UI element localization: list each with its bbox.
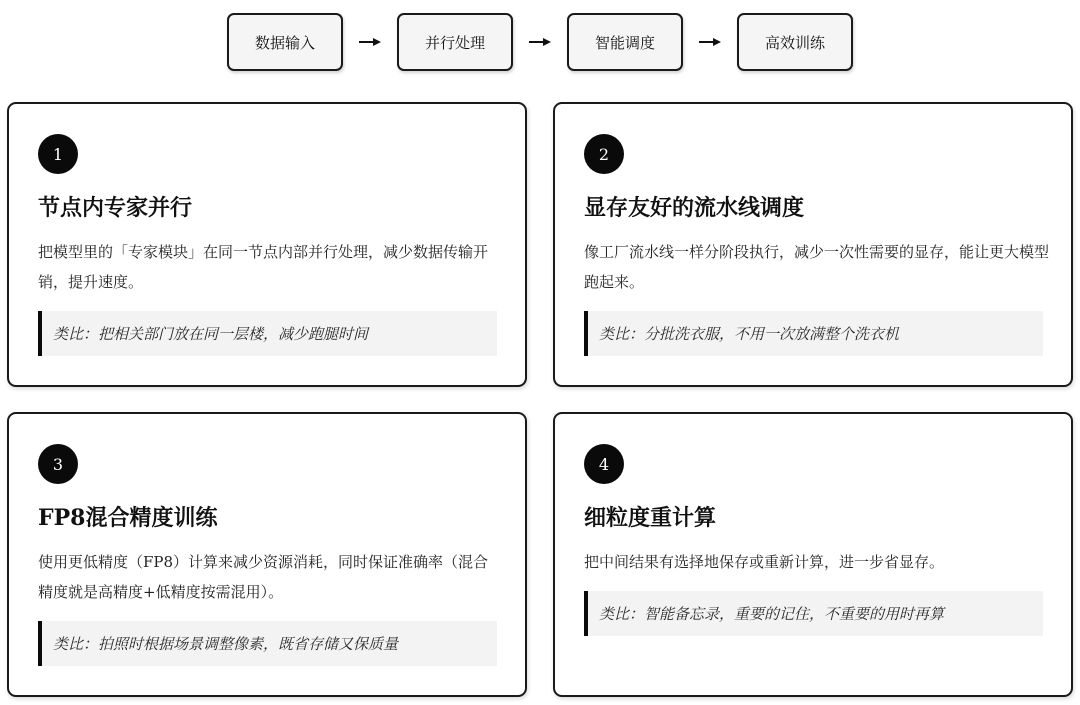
card-analogy: 类比：智能备忘录，重要的记住，不重要的用时再算 bbox=[584, 591, 1043, 636]
card-fp8-mixed-precision bbox=[7, 412, 527, 697]
right-arrow-icon bbox=[513, 37, 567, 47]
card-description: 把模型里的「专家模块」在同一节点内部并行处理，减少数据传输开销，提升速度。 bbox=[38, 243, 489, 291]
card-expert-parallel bbox=[7, 102, 527, 387]
card-title: 显存友好的流水线调度 bbox=[584, 195, 805, 221]
card-description: 使用更低精度（FP8）计算来减少资源消耗，同时保证准确率（混合精度就是高精度+低精度按需混用）。 bbox=[38, 553, 489, 601]
card-fine-grained-recompute bbox=[553, 412, 1073, 697]
flow-step-parallel-processing: 并行处理 bbox=[397, 13, 513, 71]
step-number-badge: 4 bbox=[584, 444, 624, 484]
card-description: 像工厂流水线一样分阶段执行，减少一次性需要的显存，能让更大模型跑起来。 bbox=[584, 243, 1050, 291]
card-analogy: 类比：拍照时根据场景调整像素，既省存储又保质量 bbox=[38, 621, 497, 666]
flow-step-data-input: 数据输入 bbox=[227, 13, 343, 71]
right-arrow-icon bbox=[683, 37, 737, 47]
card-description: 把中间结果有选择地保存或重新计算，进一步省显存。 bbox=[584, 553, 945, 571]
flow-step-efficient-training: 高效训练 bbox=[737, 13, 853, 71]
right-arrow-icon bbox=[343, 37, 397, 47]
step-number-badge: 3 bbox=[38, 444, 78, 484]
card-pipeline-scheduling bbox=[553, 102, 1073, 387]
card-analogy: 类比：把相关部门放在同一层楼，减少跑腿时间 bbox=[38, 311, 497, 356]
step-number-badge: 1 bbox=[38, 134, 78, 174]
card-title: 节点内专家并行 bbox=[38, 195, 193, 221]
process-flow bbox=[227, 13, 853, 71]
card-title: FP8混合精度训练 bbox=[38, 505, 218, 531]
flow-step-smart-scheduling: 智能调度 bbox=[567, 13, 683, 71]
step-number-badge: 2 bbox=[584, 134, 624, 174]
card-title: 细粒度重计算 bbox=[584, 505, 717, 531]
card-analogy: 类比：分批洗衣服，不用一次放满整个洗衣机 bbox=[584, 311, 1043, 356]
